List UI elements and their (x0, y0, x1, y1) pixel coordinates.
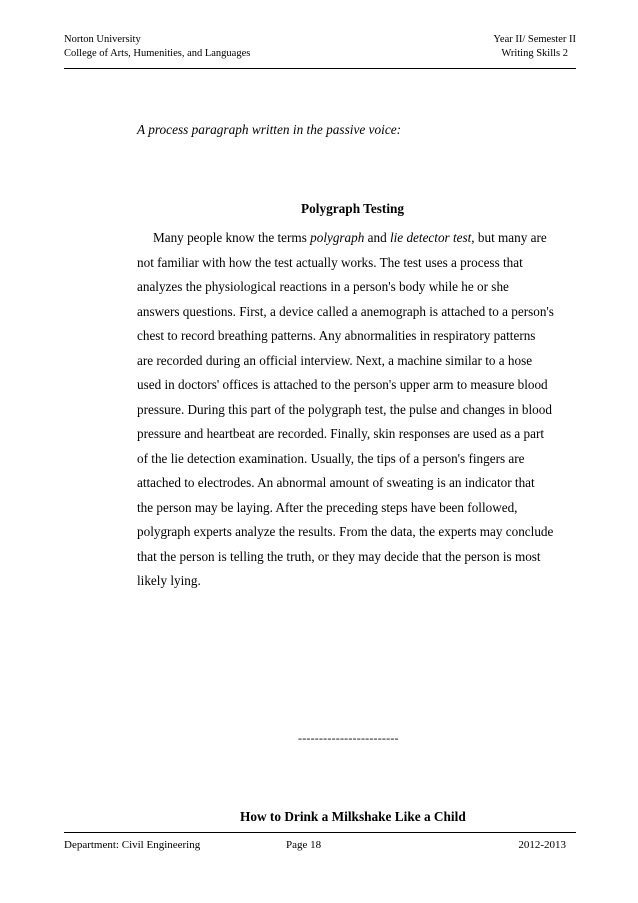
course-name: Writing Skills 2 (501, 48, 569, 59)
department-label: Department: Civil Engineering (64, 839, 201, 851)
paragraph-line: that the person is telling the truth, or they may decide that the person is most (137, 548, 541, 564)
paragraph-line: not familiar with how the test actually works. The test uses a process that (137, 254, 523, 270)
paragraph-line: Many people know the terms polygraph and lie detector test, but many are (153, 230, 547, 245)
college-name: College of Arts, Humenities, and Languages (64, 48, 251, 59)
next-section-title: How to Drink a Milkshake Like a Child (240, 809, 466, 824)
paragraph-line: of the lie detection examination. Usually, the tips of a person's fingers are (137, 450, 525, 466)
body-paragraph (137, 226, 592, 594)
term-polygraph: polygraph (310, 230, 365, 245)
paragraph-line: chest to record breathing patterns. Any abnormalities in respiratory patterns (137, 328, 536, 343)
paragraph-line: used in doctors' offices is attached to the person's upper arm to measure blood (137, 377, 548, 392)
year-semester: Year II/ Semester II (493, 34, 576, 45)
paragraph-line: likely lying. (137, 573, 201, 588)
paragraph-line: pressure and heartbeat are recorded. Finally, skin responses are used as a part (137, 426, 545, 441)
paragraph-line: attached to electrodes. An abnormal amount of sweating is an indicator that (137, 475, 535, 490)
section-title: Polygraph Testing (301, 201, 405, 216)
section-separator: ------------------------ (298, 731, 399, 745)
paragraph-line: polygraph experts analyze the results. From the data, the experts may conclude (137, 524, 554, 539)
term-lie-detector: lie detector test (389, 230, 472, 245)
academic-year: 2012-2013 (518, 839, 566, 851)
header-divider (64, 68, 576, 69)
paragraph-line: the person may be laying. After the preceding steps have been followed, (137, 499, 518, 515)
paragraph-line: answers questions. First, a device called a anemograph is attached to a person's (137, 303, 554, 319)
paragraph-line: analyzes the physiological reactions in a person's body while he or she (137, 279, 509, 294)
header-right (493, 33, 576, 61)
page-footer (64, 838, 576, 854)
university-name: Norton University (64, 34, 141, 45)
header-left (64, 33, 250, 61)
intro-caption: A process paragraph written in the passive voice: (137, 122, 402, 137)
footer-divider (64, 832, 576, 833)
page-number: Page 18 (286, 839, 322, 851)
paragraph-line: pressure. During this part of the polygraph test, the pulse and changes in blood (137, 401, 552, 417)
paragraph-line: are recorded during an official interview. Next, a machine similar to a hose (137, 352, 533, 368)
